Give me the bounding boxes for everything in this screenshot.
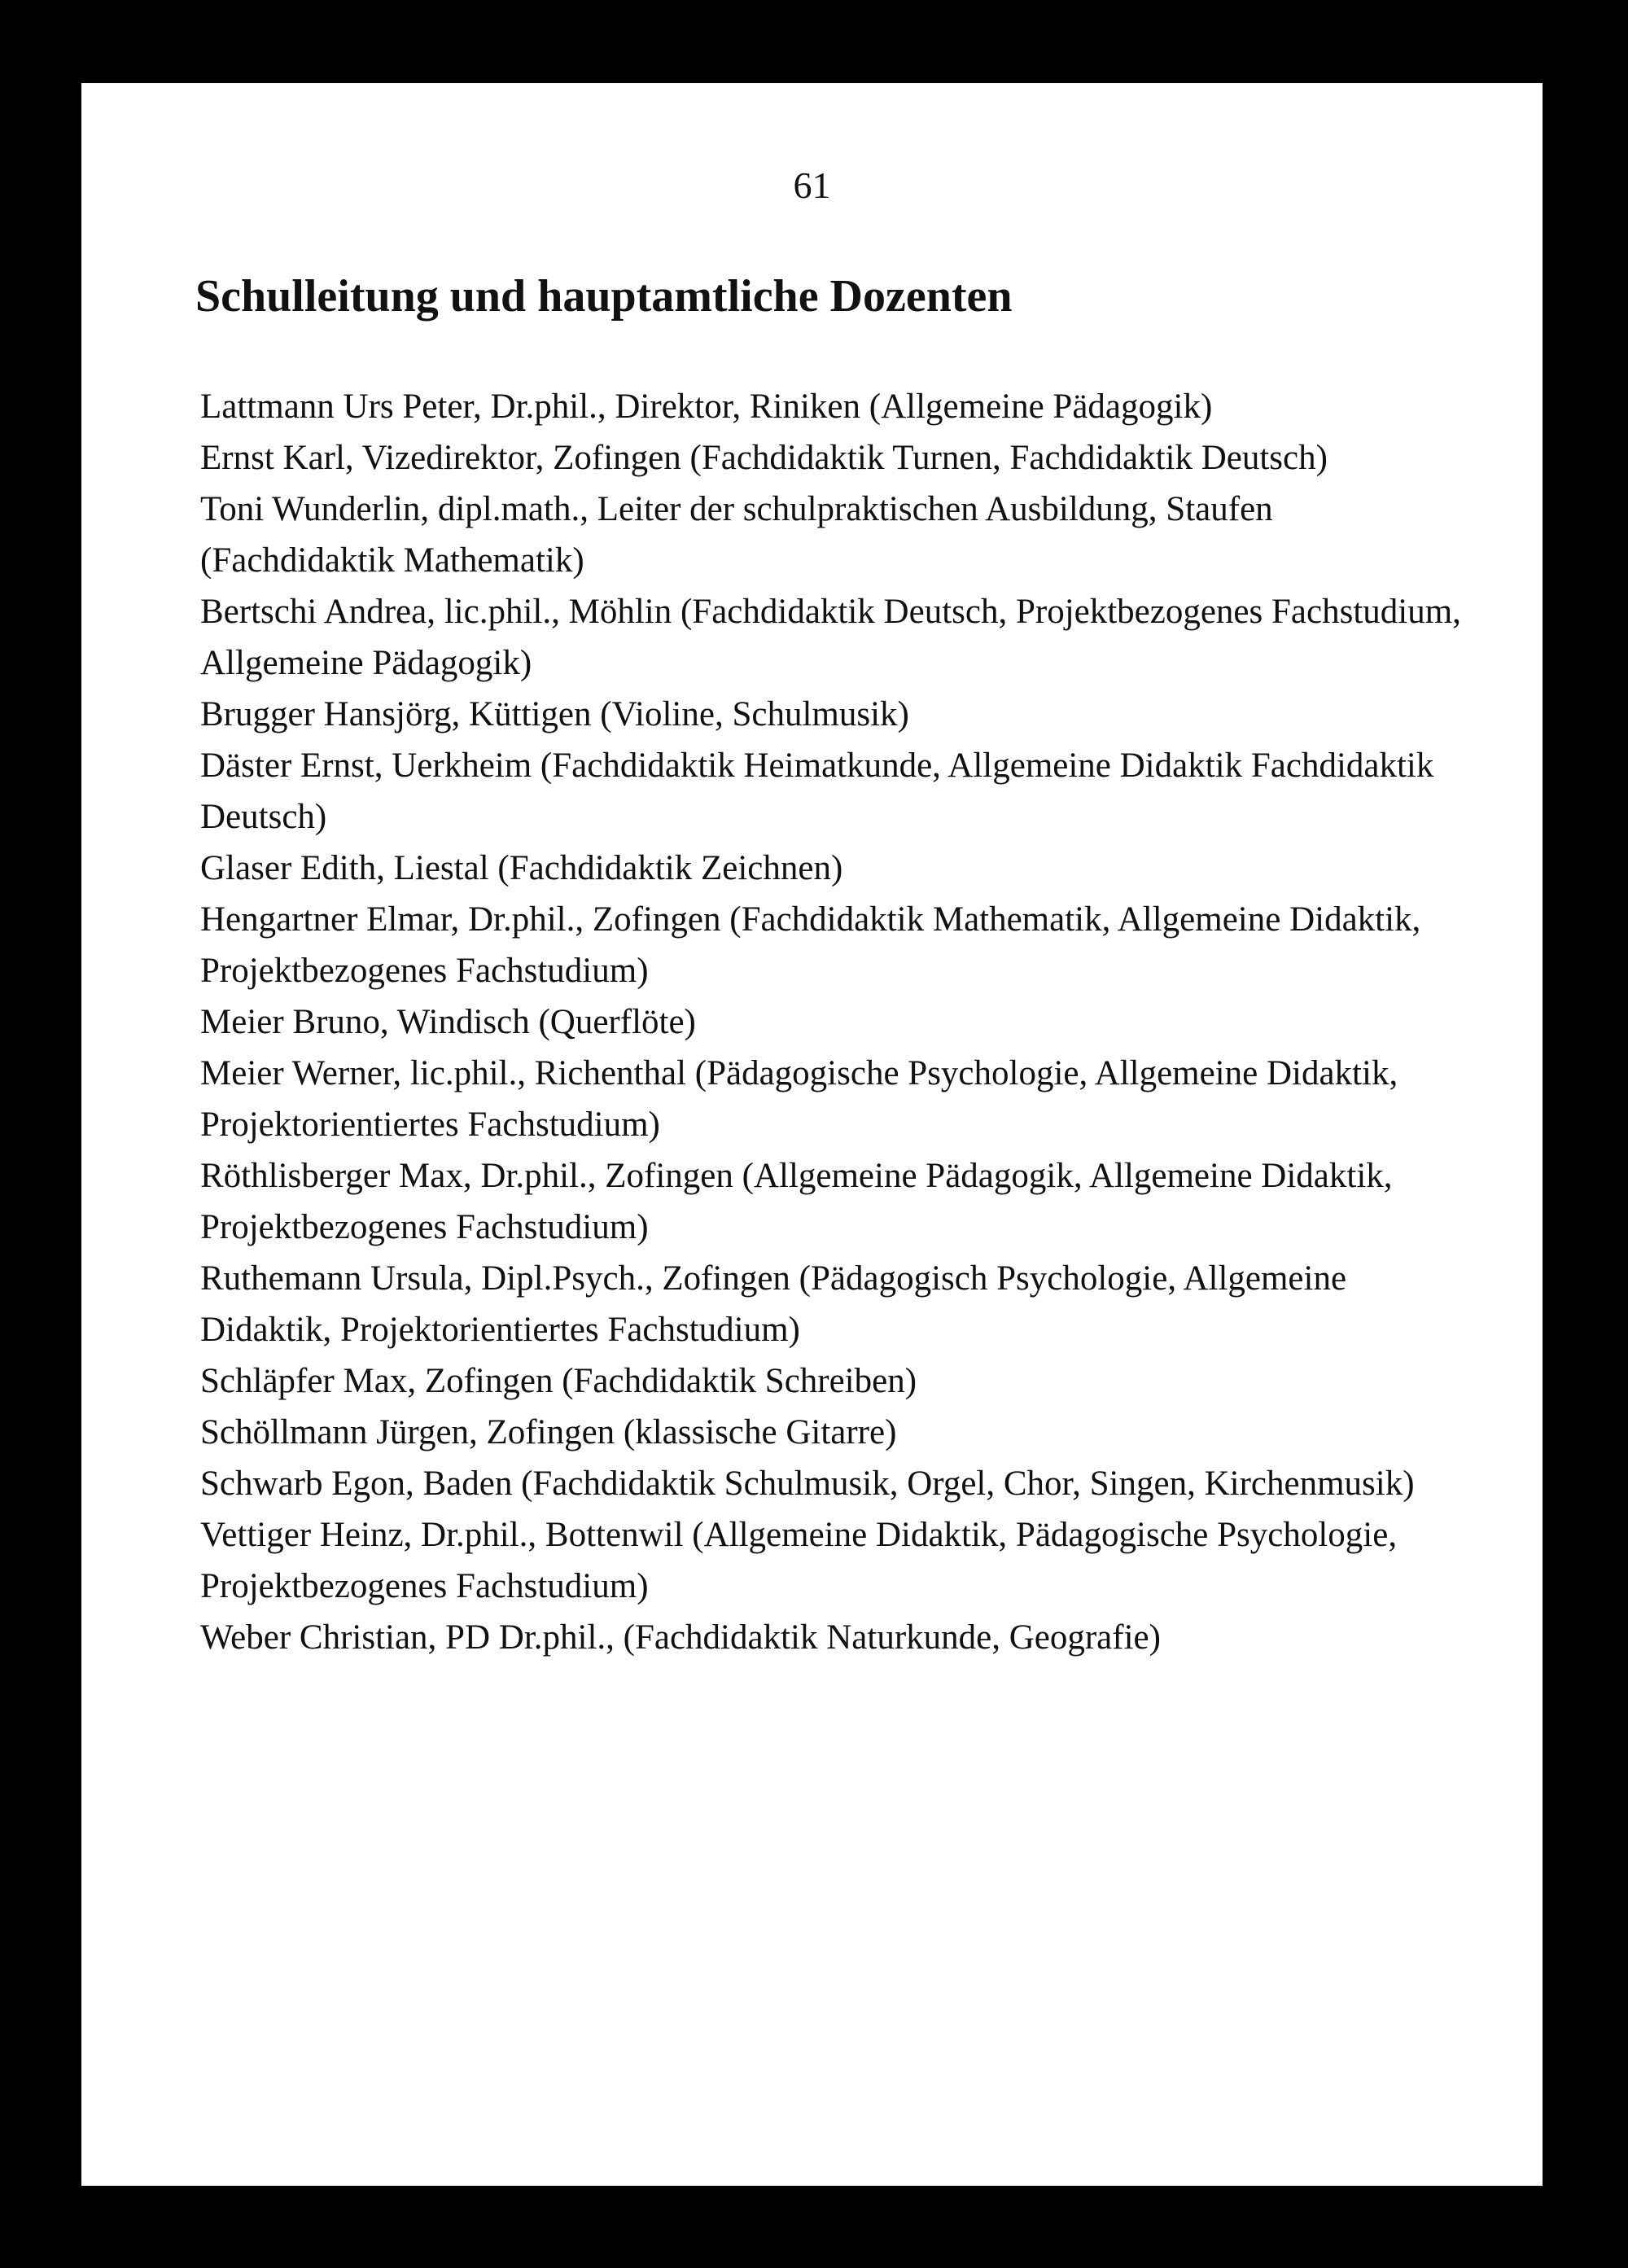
staff-entry: Schwarb Egon, Baden (Fachdidaktik Schulmusik, Orgel, Chor, Singen, Kirchenmusik) bbox=[200, 1465, 1415, 1503]
staff-entry: Meier Werner, lic.phil., Richenthal (Pädagogische Psychologie, Allgemeine Didaktik, Projektorientiertes Fachstudium) bbox=[200, 1054, 1398, 1144]
staff-entry: Röthlisberger Max, Dr.phil., Zofingen (Allgemeine Pädagogik, Allgemeine Didaktik, Projektbezogenes Fachstudium) bbox=[200, 1157, 1393, 1246]
staff-entry: Hengartner Elmar, Dr.phil., Zofingen (Fachdidaktik Mathematik, Allgemeine Didaktik, Projektbezogenes Fachstudium) bbox=[200, 900, 1421, 990]
section-heading: Schulleitung und hauptamtliche Dozenten bbox=[195, 271, 1013, 322]
staff-list bbox=[200, 381, 1470, 1663]
staff-entry: Meier Bruno, Windisch (Querflöte) bbox=[200, 1003, 696, 1041]
page-number: 61 bbox=[793, 164, 831, 206]
staff-entry: Ernst Karl, Vizedirektor, Zofingen (Fachdidaktik Turnen, Fachdidaktik Deutsch) bbox=[200, 439, 1328, 477]
staff-entry: Bertschi Andrea, lic.phil., Möhlin (Fachdidaktik Deutsch, Projektbezogenes Fachstudium, Allgemeine Pädagogik) bbox=[200, 593, 1461, 682]
staff-entry: Vettiger Heinz, Dr.phil., Bottenwil (Allgemeine Didaktik, Pädagogische Psychologie, Projektbezogenes Fachstudium) bbox=[200, 1516, 1398, 1605]
staff-entry: Toni Wunderlin, dipl.math., Leiter der schulpraktischen Ausbildung, Staufen (Fachdidaktik Mathematik) bbox=[200, 490, 1273, 580]
staff-entry: Lattmann Urs Peter, Dr.phil., Direktor, Riniken (Allgemeine Pädagogik) bbox=[200, 387, 1213, 426]
staff-entry: Glaser Edith, Liestal (Fachdidaktik Zeichnen) bbox=[200, 849, 843, 887]
staff-entry: Däster Ernst, Uerkheim (Fachdidaktik Heimatkunde, Allgemeine Didaktik Fachdidaktik Deutsch) bbox=[200, 747, 1434, 836]
document-page bbox=[81, 83, 1543, 2186]
staff-entry: Weber Christian, PD Dr.phil., (Fachdidaktik Naturkunde, Geografie) bbox=[200, 1618, 1161, 1657]
staff-entry: Ruthemann Ursula, Dipl.Psych., Zofingen (Pädagogisch Psychologie, Allgemeine Didaktik, Projektorientiertes Fachstudium) bbox=[200, 1259, 1347, 1349]
staff-entry: Schöllmann Jürgen, Zofingen (klassische Gitarre) bbox=[200, 1413, 897, 1451]
staff-entry: Schläpfer Max, Zofingen (Fachdidaktik Schreiben) bbox=[200, 1362, 917, 1400]
staff-entry: Brugger Hansjörg, Küttigen (Violine, Schulmusik) bbox=[200, 695, 909, 733]
